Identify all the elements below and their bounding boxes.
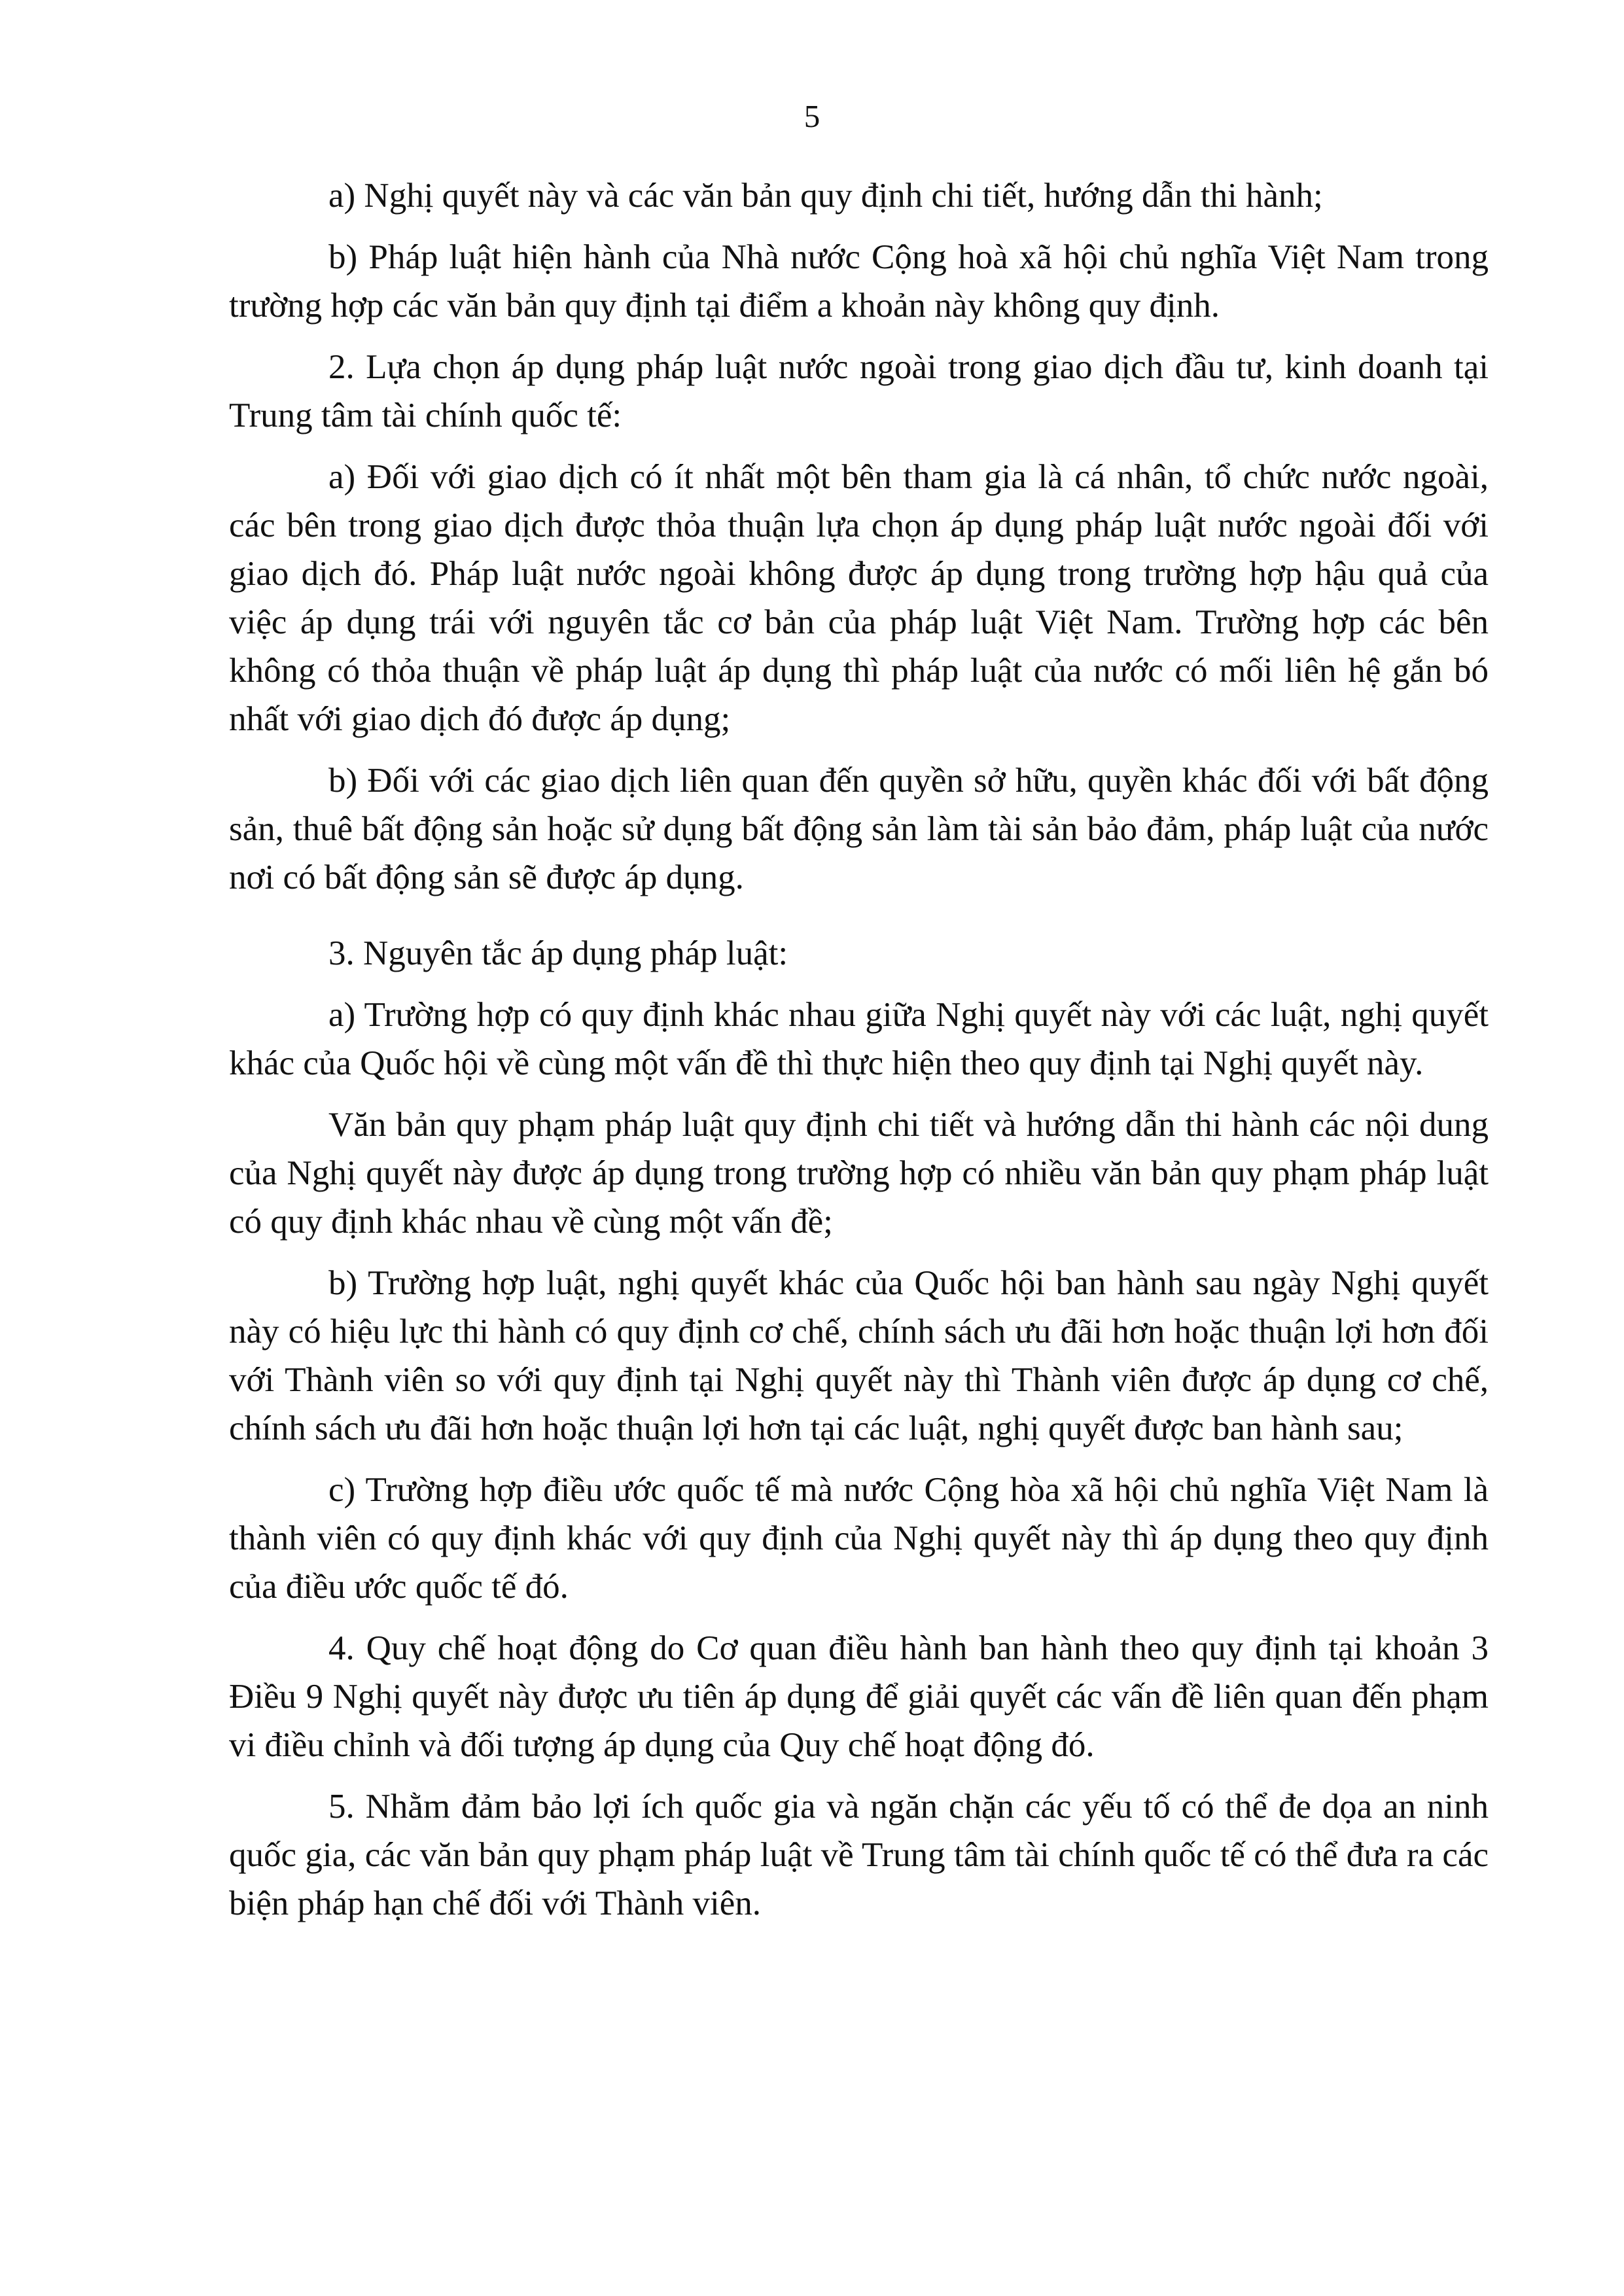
page-number: 5: [803, 98, 821, 134]
paragraph-2a: a) Đối với giao dịch có ít nhất một bên tham gia là cá nhân, tổ chức nước ngoài, các bên trong giao dịch được thỏa thuận lựa chọn áp dụng pháp luật nước ngoài đối với giao dịch đó. Pháp luật nước ngoài không được áp dụng trong trường hợp hậu quả của việc áp dụng trái với nguyên tắc cơ bản của pháp luật Việt Nam. Trường hợp các bên không có thỏa thuận về pháp luật áp dụng thì pháp luật của nước có mối liên hệ gắn bó nhất với giao dịch đó được áp dụng;: [229, 458, 1489, 738]
paragraph-3a: a) Trường hợp có quy định khác nhau giữa Nghị quyết này với các luật, nghị quyết khác của Quốc hội về cùng một vấn đề thì thực hiện theo quy định tại Nghị quyết này.: [229, 996, 1489, 1082]
paragraph-1a: a) Nghị quyết này và các văn bản quy định chi tiết, hướng dẫn thi hành;: [328, 177, 1323, 215]
paragraph-3: 3. Nguyên tắc áp dụng pháp luật:: [328, 934, 788, 972]
paragraph-3c: c) Trường hợp điều ước quốc tế mà nước Cộng hòa xã hội chủ nghĩa Việt Nam là thành viên có quy định khác với quy định của Nghị quyết này thì áp dụng theo quy định của điều ước quốc tế đó.: [229, 1471, 1489, 1606]
paragraph-2b: b) Đối với các giao dịch liên quan đến quyền sở hữu, quyền khác đối với bất động sản, thuê bất động sản hoặc sử dụng bất động sản làm tài sản bảo đảm, pháp luật của nước nơi có bất động sản sẽ được áp dụng.: [229, 762, 1489, 896]
paragraph-2: 2. Lựa chọn áp dụng pháp luật nước ngoài trong giao dịch đầu tư, kinh doanh tại Trung tâm tài chính quốc tế:: [229, 348, 1489, 434]
document-body: [229, 171, 1489, 1941]
paragraph-4: 4. Quy chế hoạt động do Cơ quan điều hành ban hành theo quy định tại khoản 3 Điều 9 Nghị quyết này được ưu tiên áp dụng để giải quyết các vấn đề liên quan đến phạm vi điều chỉnh và đối tượng áp dụng của Quy chế hoạt động đó.: [229, 1629, 1489, 1764]
paragraph-3b: b) Trường hợp luật, nghị quyết khác của Quốc hội ban hành sau ngày Nghị quyết này có hiệu lực thi hành có quy định cơ chế, chính sách ưu đãi hơn hoặc thuận lợi hơn đối với Thành viên so với quy định tại Nghị quyết này thì Thành viên được áp dụng cơ chế, chính sách ưu đãi hơn hoặc thuận lợi hơn tại các luật, nghị quyết được ban hành sau;: [229, 1264, 1489, 1447]
paragraph-3a-continued: Văn bản quy phạm pháp luật quy định chi tiết và hướng dẫn thi hành các nội dung của Nghị quyết này được áp dụng trong trường hợp có nhiều văn bản quy phạm pháp luật có quy định khác nhau về cùng một vấn đề;: [229, 1106, 1489, 1241]
paragraph-5: 5. Nhằm đảm bảo lợi ích quốc gia và ngăn chặn các yếu tố có thể đe dọa an ninh quốc gia, các văn bản quy phạm pháp luật về Trung tâm tài chính quốc tế có thể đưa ra các biện pháp hạn chế đối với Thành viên.: [229, 1788, 1489, 1922]
paragraph-1b: b) Pháp luật hiện hành của Nhà nước Cộng hoà xã hội chủ nghĩa Việt Nam trong trường hợp các văn bản quy định tại điểm a khoản này không quy định.: [229, 238, 1489, 325]
